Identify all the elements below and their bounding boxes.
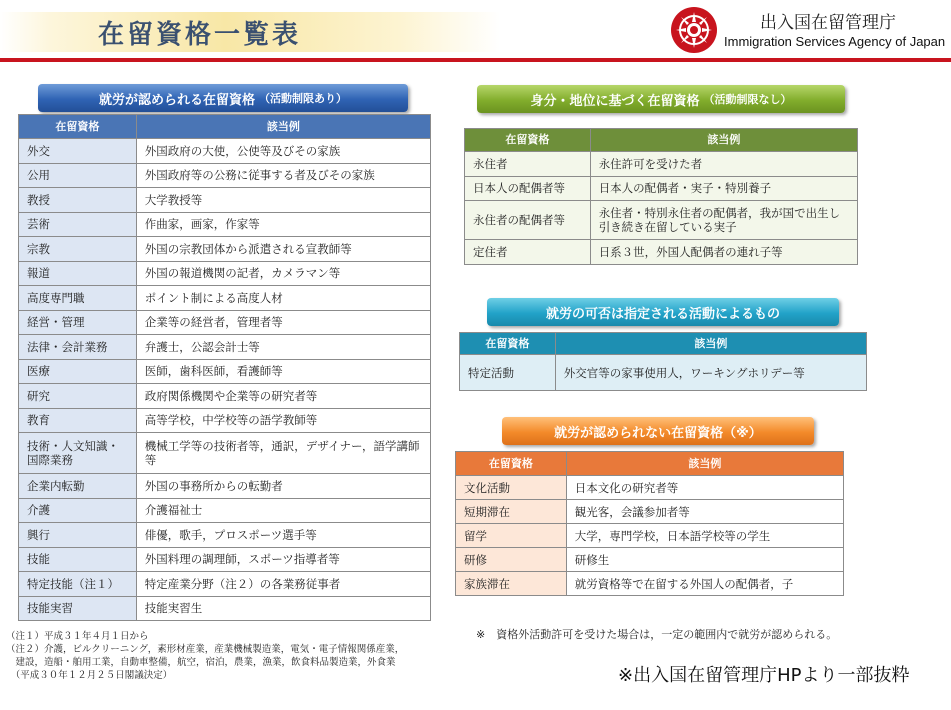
table-row xyxy=(460,355,867,391)
work-not-allowed-banner-title: 就労が認められない在留資格（※） xyxy=(554,425,762,441)
example-cell: 政府関係機関や企業等の研究者等 xyxy=(136,384,430,409)
column-header-example: 該当例 xyxy=(566,452,843,476)
footnote: ※ 資格外活動許可を受けた場合は，一定の範囲内で就労が認められる。 xyxy=(476,628,838,641)
status-cell: 企業内転勤 xyxy=(19,474,137,499)
status-cell: 宗教 xyxy=(19,237,137,262)
column-header-example: 該当例 xyxy=(590,129,857,152)
status-cell: 特定技能（注１） xyxy=(19,572,137,597)
status-cell: 研究 xyxy=(19,384,137,409)
status-cell: 定住者 xyxy=(465,240,591,265)
table-row xyxy=(19,384,431,409)
example-cell: 外国政府の大使，公使等及びその家族 xyxy=(136,139,430,164)
table-row xyxy=(465,201,858,240)
work-allowed-banner-sub: （活動制限あり） xyxy=(259,92,347,105)
status-cell: 日本人の配偶者等 xyxy=(465,176,591,201)
note-2-line-2: 建設，造船・舶用工業，自動車整備，航空，宿泊，農業，漁業，飲食料品製造業，外食業 xyxy=(6,657,396,668)
table-row xyxy=(19,335,431,360)
table-header-row xyxy=(456,452,844,476)
table-row xyxy=(19,261,431,286)
status-cell: 短期滞在 xyxy=(456,500,567,524)
example-cell: 俳優，歌手，プロスポーツ選手等 xyxy=(136,523,430,548)
example-cell: 介護福祉士 xyxy=(136,498,430,523)
note-2-line-3: （平成３０年１２月２５日閣議決定） xyxy=(6,670,173,681)
page-title: 在留資格一覧表 xyxy=(98,20,302,50)
status-cell: 永住者 xyxy=(465,152,591,177)
table-row xyxy=(19,163,431,188)
status-cell: 公用 xyxy=(19,163,137,188)
header-divider xyxy=(0,58,951,62)
table-row xyxy=(19,286,431,311)
status-cell: 興行 xyxy=(19,523,137,548)
status-based-banner-sub: （活動制限なし） xyxy=(703,93,792,106)
status-cell: 教授 xyxy=(19,188,137,213)
example-cell: 就労資格等で在留する外国人の配偶者，子 xyxy=(566,572,843,596)
work-not-allowed-banner xyxy=(502,417,814,445)
example-cell: 特定産業分野（注２）の各業務従事者 xyxy=(136,572,430,597)
table-row xyxy=(19,359,431,384)
status-cell: 技能 xyxy=(19,547,137,572)
example-cell: ポイント制による高度人材 xyxy=(136,286,430,311)
work-not-allowed-table xyxy=(455,451,844,596)
example-cell: 観光客，会議参加者等 xyxy=(566,500,843,524)
table-row xyxy=(19,212,431,237)
status-cell: 法律・会計業務 xyxy=(19,335,137,360)
status-cell: 教育 xyxy=(19,408,137,433)
table-row xyxy=(465,240,858,265)
work-allowed-table xyxy=(18,114,431,621)
example-cell: 外国の報道機関の記者，カメラマン等 xyxy=(136,261,430,286)
column-header-example: 該当例 xyxy=(136,115,430,139)
status-cell: 技術・人文知識・国際業務 xyxy=(19,433,137,474)
table-row xyxy=(19,433,431,474)
table-row xyxy=(19,310,431,335)
table-row xyxy=(19,498,431,523)
table-row xyxy=(456,524,844,548)
status-cell: 研修 xyxy=(456,548,567,572)
designated-table xyxy=(459,332,867,391)
status-cell: 高度専門職 xyxy=(19,286,137,311)
table-row xyxy=(465,176,858,201)
work-allowed-banner-title: 就労が認められる在留資格 xyxy=(98,92,255,108)
table-row xyxy=(19,547,431,572)
example-cell: 外国の事務所からの転勤者 xyxy=(136,474,430,499)
status-cell: 医療 xyxy=(19,359,137,384)
example-cell: 医師，歯科医師，看護師等 xyxy=(136,359,430,384)
table-row xyxy=(19,139,431,164)
table-row xyxy=(456,476,844,500)
source-credit: ※出入国在留管理庁HPより一部抜粋 xyxy=(618,665,910,686)
notes xyxy=(6,630,404,682)
example-cell: 外交官等の家事使用人，ワーキングホリデー等 xyxy=(555,355,866,391)
example-cell: 企業等の経営者，管理者等 xyxy=(136,310,430,335)
table-row xyxy=(19,572,431,597)
status-cell: 介護 xyxy=(19,498,137,523)
status-cell: 家族滞在 xyxy=(456,572,567,596)
status-cell: 留学 xyxy=(456,524,567,548)
status-cell: 永住者の配偶者等 xyxy=(465,201,591,240)
example-cell: 日本人の配偶者・実子・特別養子 xyxy=(590,176,857,201)
example-cell: 弁護士，公認会計士等 xyxy=(136,335,430,360)
designated-banner xyxy=(487,298,839,326)
status-cell: 特定活動 xyxy=(460,355,556,391)
status-cell: 技能実習 xyxy=(19,596,137,621)
table-row xyxy=(19,237,431,262)
example-cell: 大学，専門学校，日本語学校等の学生 xyxy=(566,524,843,548)
status-cell: 芸術 xyxy=(19,212,137,237)
table-header-row xyxy=(19,115,431,139)
table-row xyxy=(456,548,844,572)
example-cell: 高等学校，中学校等の語学教師等 xyxy=(136,408,430,433)
example-cell: 外国政府等の公務に従事する者及びその家族 xyxy=(136,163,430,188)
table-row xyxy=(19,523,431,548)
example-cell: 永住許可を受けた者 xyxy=(590,152,857,177)
column-header-status: 在留資格 xyxy=(19,115,137,139)
status-cell: 経営・管理 xyxy=(19,310,137,335)
table-row xyxy=(19,596,431,621)
status-cell: 報道 xyxy=(19,261,137,286)
status-cell: 外交 xyxy=(19,139,137,164)
agency-name-jp: 出入国在留管理庁 xyxy=(760,13,896,33)
agency-emblem-icon xyxy=(670,6,718,54)
table-header-row xyxy=(465,129,858,152)
table-row xyxy=(19,474,431,499)
column-header-status: 在留資格 xyxy=(465,129,591,152)
work-allowed-banner xyxy=(38,84,408,112)
example-cell: 機械工学等の技術者等，通訳，デザイナー，語学講師等 xyxy=(136,433,430,474)
table-row xyxy=(456,500,844,524)
designated-banner-title: 就労の可否は指定される活動によるもの xyxy=(545,306,780,322)
column-header-example: 該当例 xyxy=(555,333,866,355)
note-2-line-1: （注２）介護，ビルクリーニング，素形材産業，産業機械製造業，電気・電子情報関係産業， xyxy=(6,644,405,655)
agency-name-en: Immigration Services Agency of Japan xyxy=(724,34,946,49)
status-cell: 文化活動 xyxy=(456,476,567,500)
status-based-banner xyxy=(477,85,845,113)
table-row xyxy=(456,572,844,596)
example-cell: 技能実習生 xyxy=(136,596,430,621)
table-row xyxy=(465,152,858,177)
column-header-status: 在留資格 xyxy=(460,333,556,355)
example-cell: 作曲家，画家，作家等 xyxy=(136,212,430,237)
status-based-table xyxy=(464,128,858,265)
table-row xyxy=(19,408,431,433)
example-cell: 永住者・特別永住者の配偶者，我が国で出生し引き続き在留している実子 xyxy=(590,201,857,240)
column-header-status: 在留資格 xyxy=(456,452,567,476)
note-1: （注１）平成３１年４月１日から xyxy=(6,631,149,642)
example-cell: 外国料理の調理師，スポーツ指導者等 xyxy=(136,547,430,572)
table-header-row xyxy=(460,333,867,355)
example-cell: 研修生 xyxy=(566,548,843,572)
table-row xyxy=(19,188,431,213)
example-cell: 日系３世，外国人配偶者の連れ子等 xyxy=(590,240,857,265)
status-based-banner-title: 身分・地位に基づく在留資格 xyxy=(530,93,700,109)
example-cell: 外国の宗教団体から派遣される宣教師等 xyxy=(136,237,430,262)
example-cell: 日本文化の研究者等 xyxy=(566,476,843,500)
example-cell: 大学教授等 xyxy=(136,188,430,213)
page-header xyxy=(0,0,951,62)
